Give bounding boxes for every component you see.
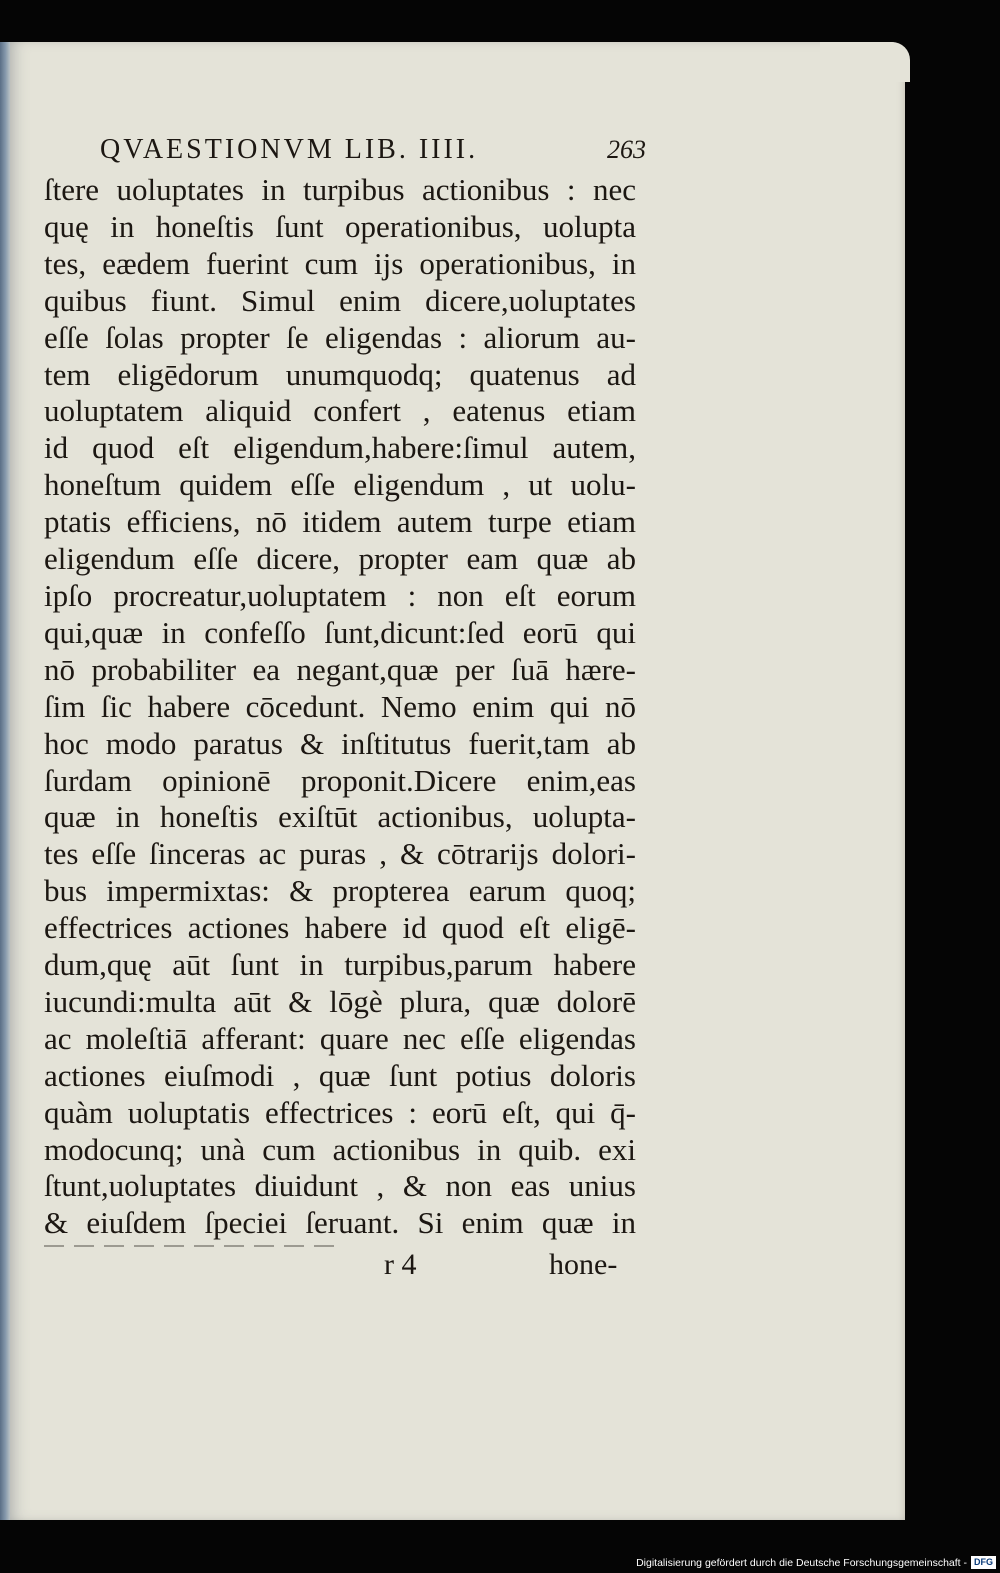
text-line: & eiuſdem ſpeciei ſeruant. Si enim quæ in bbox=[44, 1205, 636, 1241]
text-line: eligendum eſſe dicere, propter eam quæ ab bbox=[44, 541, 636, 577]
text-line: effectrices actiones habere id quod eſt eligē- bbox=[44, 910, 636, 946]
text-line: ſtunt,uoluptates diuidunt , & non eas unius bbox=[44, 1168, 636, 1204]
text-line: actiones eiuſmodi , quæ ſunt potius doloris bbox=[44, 1057, 636, 1093]
text-line: dum,quę aūt ſunt in turpibus,parum habere bbox=[44, 947, 636, 983]
text-line: ſim ſic habere cōcedunt. Nemo enim qui nō bbox=[44, 688, 636, 724]
text-line: eſſe ſolas propter ſe eligendas : aliorum au- bbox=[44, 319, 636, 355]
dfg-logo-icon: DFG bbox=[971, 1556, 996, 1569]
text-line: iucundi:multa aūt & lōgè plura, quæ dolorē bbox=[44, 983, 636, 1019]
text-line: nō probabiliter ea negant,quæ per ſuā hære- bbox=[44, 651, 636, 687]
text-line: ptatis efficiens, nō itidem autem turpe etiam bbox=[44, 504, 636, 540]
page-number: 263 bbox=[607, 135, 646, 164]
text-line: modocunq; unà cum actionibus in quib. exi bbox=[44, 1131, 636, 1167]
page-text-block bbox=[44, 128, 654, 1287]
text-line: tes, eædem fuerint cum ijs operationibus, in bbox=[44, 245, 636, 281]
text-line: quibus fiunt. Simul enim dicere,uoluptates bbox=[44, 282, 636, 318]
text-line: quæ in honeſtis exiſtūt actionibus, uolupta- bbox=[44, 799, 636, 835]
text-line: bus impermixtas: & propterea earum quoq; bbox=[44, 873, 636, 909]
text-line: quàm uoluptatis effectrices : eorū eſt, qui q̄- bbox=[44, 1094, 636, 1130]
text-line: uoluptatem aliquid confert , eatenus etiam bbox=[44, 393, 636, 429]
text-line: ac moleſtiā afferant: quare nec eſſe eligendas bbox=[44, 1020, 636, 1056]
text-line: hoc modo paratus & inſtitutus fuerit,tam ab bbox=[44, 725, 636, 761]
page-corner bbox=[820, 42, 910, 82]
credit-text: Digitalisierung gefördert durch die Deutsche Forschungsgemeinschaft - bbox=[636, 1556, 967, 1569]
running-head-title: QVAESTIONVM LIB. IIII. bbox=[100, 134, 479, 165]
text-line: ipſo procreatur,uoluptatem : non eſt eorum bbox=[44, 577, 636, 613]
text-line: qui,quæ in confeſſo ſunt,dicunt:ſed eorū qui bbox=[44, 614, 636, 650]
body-text bbox=[44, 172, 654, 1242]
text-line: quę in honeſtis ſunt operationibus, uolupta bbox=[44, 208, 636, 244]
funding-credit bbox=[636, 1556, 996, 1569]
page-footer bbox=[44, 1247, 654, 1287]
signature-mark: r 4 bbox=[384, 1248, 417, 1282]
catchword: hone- bbox=[549, 1248, 618, 1282]
text-line: honeſtum quidem eſſe eligendum , ut uolu- bbox=[44, 467, 636, 503]
running-head bbox=[44, 128, 654, 172]
text-line: ſurdam opinionē proponit.Dicere enim,eas bbox=[44, 762, 636, 798]
text-line: tes eſſe ſinceras ac puras , & cōtrarijs dolori- bbox=[44, 836, 636, 872]
text-line: tem eligēdorum unumquodq; quatenus ad bbox=[44, 356, 636, 392]
text-line: ſtere uoluptates in turpibus actionibus : nec bbox=[44, 172, 636, 207]
text-line: id quod eſt eligendum,habere:ſimul autem, bbox=[44, 430, 636, 466]
